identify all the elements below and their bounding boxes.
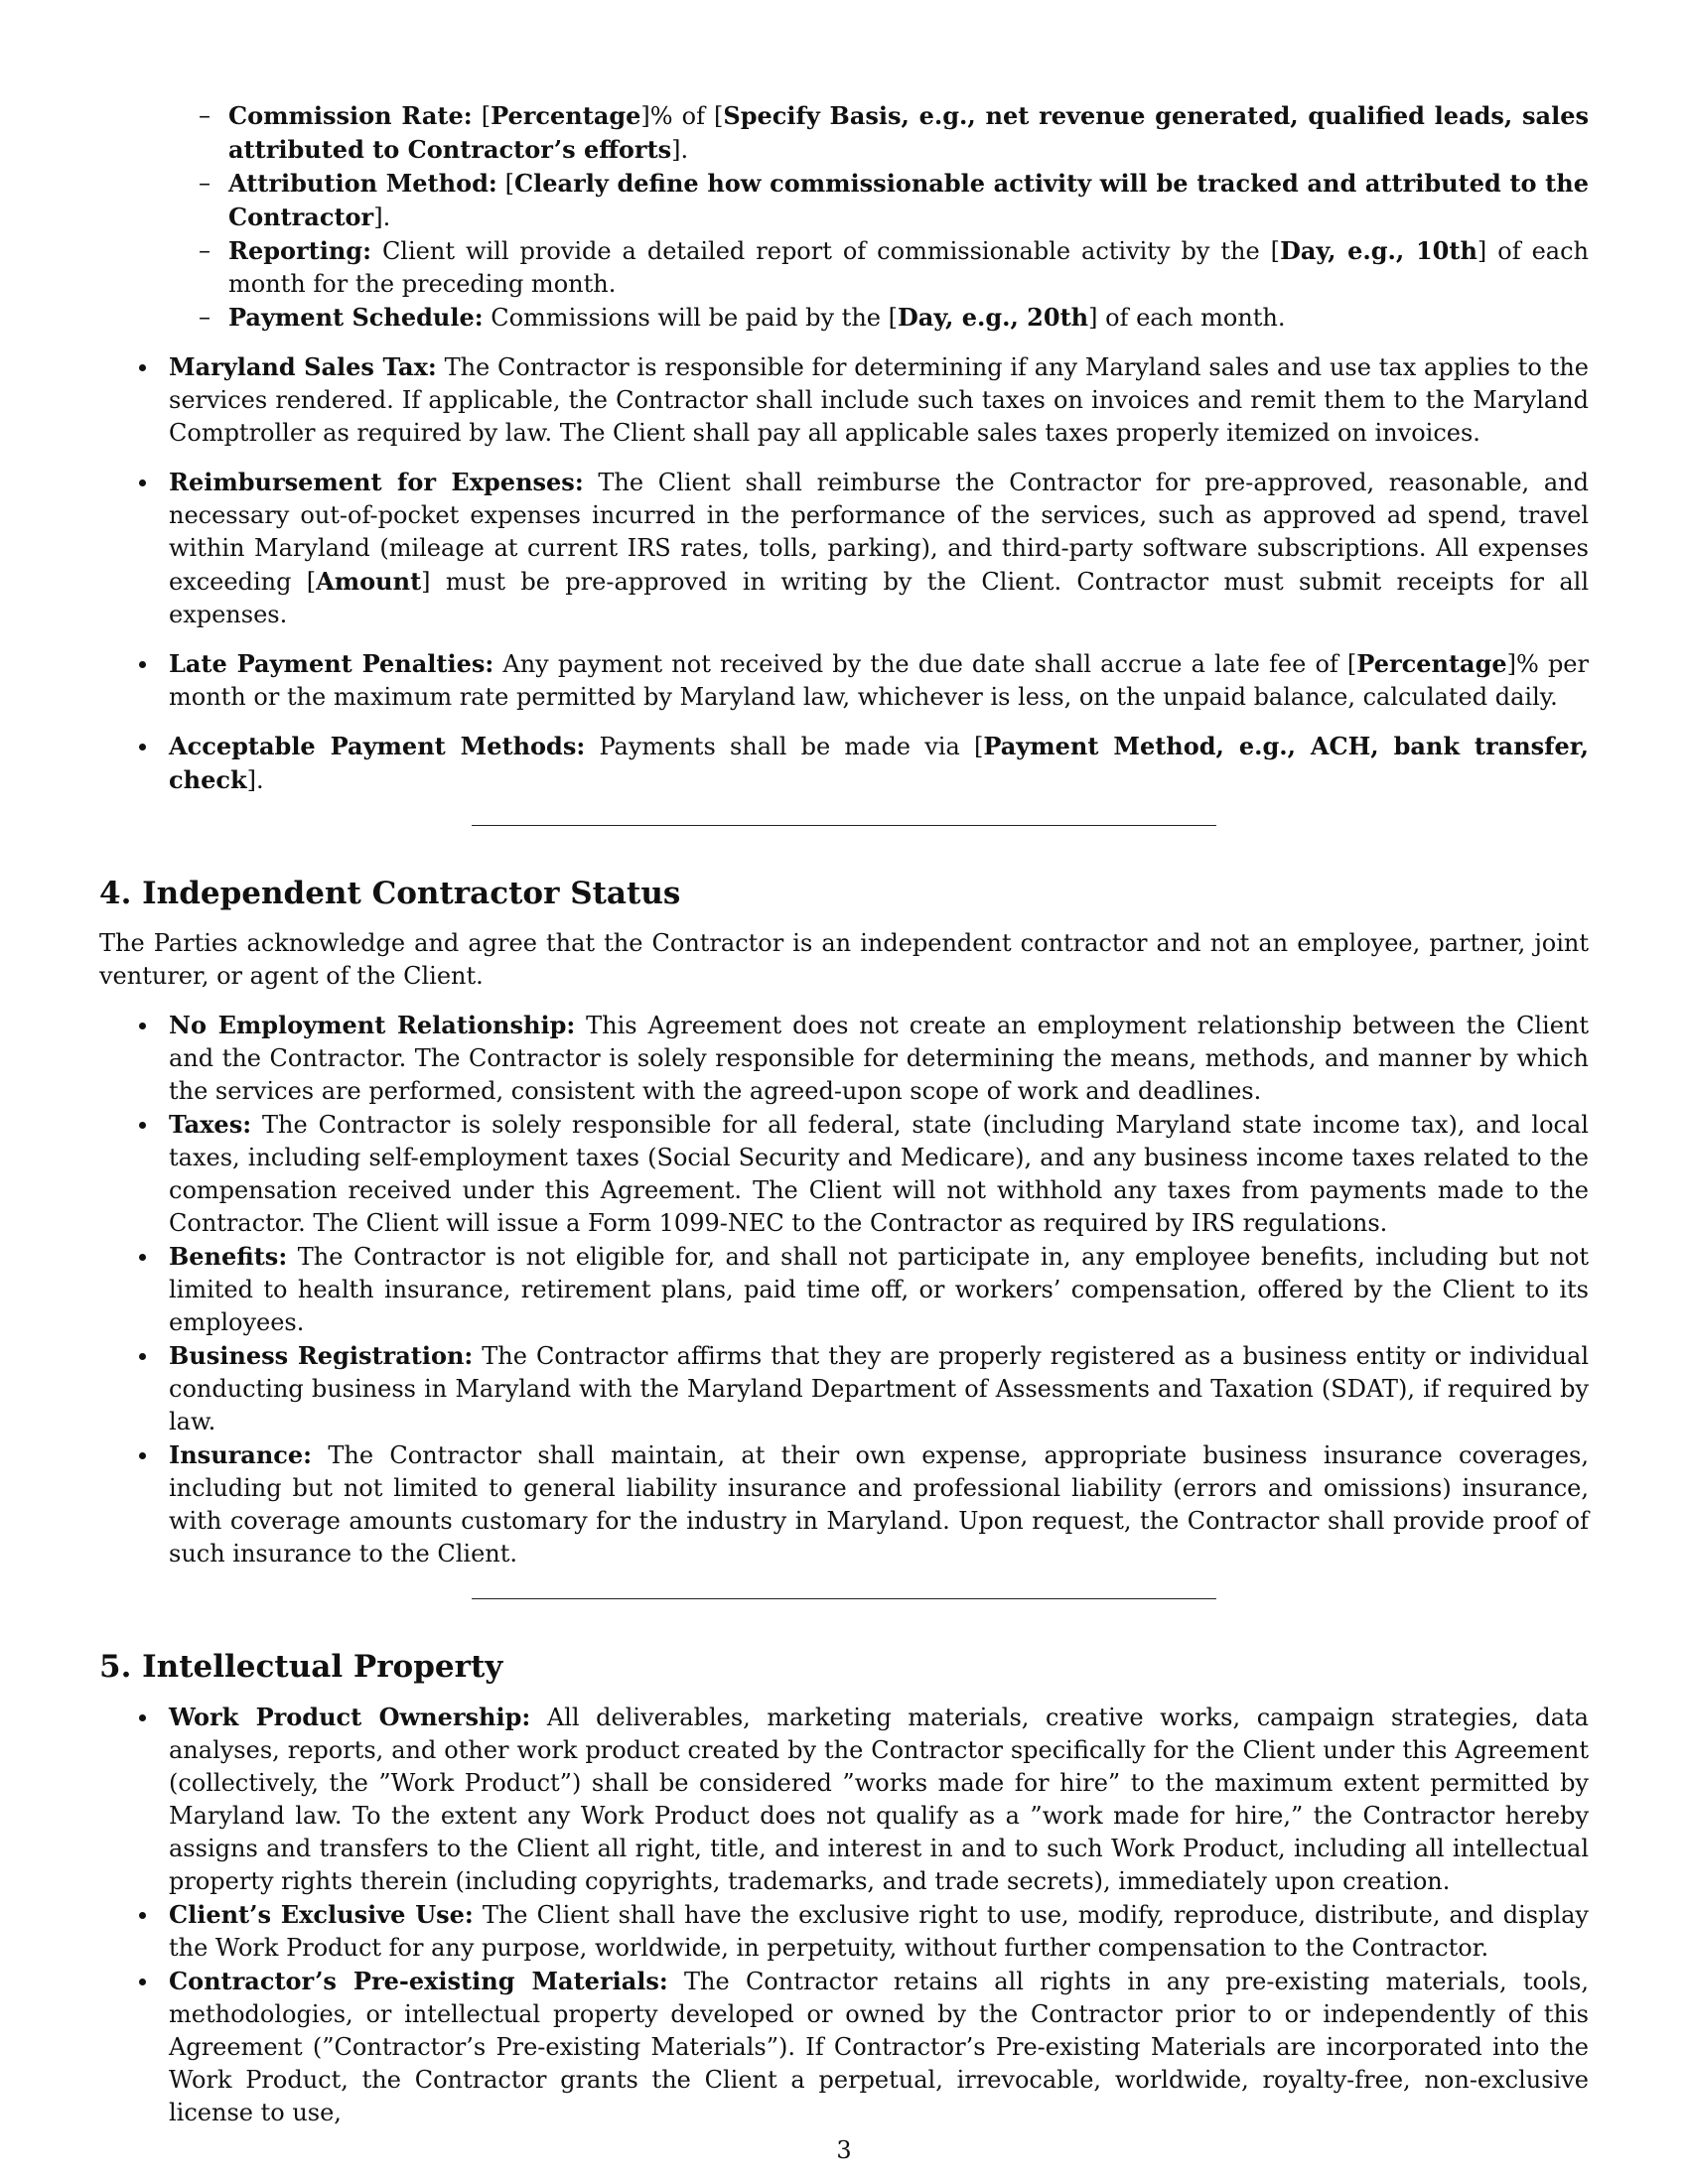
item-label: Commission Rate: xyxy=(228,101,473,130)
item-text: The Contractor affirms that they are properly registered as a business entity or individual conducting business in Maryland with the Maryland Department of Assessments and Taxation (SDAT), if required by law. xyxy=(169,1342,1589,1435)
item-text: This Agreement does not create an employment relationship between the Client and the Contractor. The Contractor is solely responsible for determining the means, methods, and manner by which the services are performed, consistent with the agreed-upon scope of work and deadlines. xyxy=(169,1012,1590,1105)
placeholder-text: Percentage xyxy=(491,101,641,130)
item-label: Payment Schedule: xyxy=(228,303,484,332)
item-label: Acceptable Payment Methods: xyxy=(169,732,586,760)
item-text: ]% of [ xyxy=(640,102,724,130)
item-text: ] must be pre-approved in writing by the Client. Contractor must submit receipts for all expenses. xyxy=(169,568,1590,628)
item-text: Any payment not received by the due date shall accrue a late fee of [ xyxy=(502,650,1357,678)
document-page xyxy=(99,99,1589,2129)
list-item xyxy=(169,1701,1589,1898)
list-item xyxy=(169,1438,1589,1570)
item-text: The Client shall have the exclusive right to use, modify, reproduce, distribute, and display the Work Product for any purpose, worldwide, in perpetuity, without further compensation to the Contractor. xyxy=(169,1901,1589,1962)
placeholder-text: Percentage xyxy=(1356,649,1507,678)
list-item xyxy=(169,1965,1589,2129)
list-item xyxy=(169,350,1589,450)
item-text: Client will provide a detailed report of commissionable activity by the [ xyxy=(381,237,1281,265)
section-4-intro: The Parties acknowledge and agree that the Contractor is an independent contractor and not an employee, partner, joint venturer, or agent of the Client. xyxy=(99,929,1589,990)
placeholder-text: Day, e.g., 20th xyxy=(897,303,1089,332)
item-label: No Employment Relationship: xyxy=(169,1011,576,1039)
section-divider xyxy=(472,825,1216,826)
list-item xyxy=(228,99,1589,167)
item-text: All deliverables, marketing materials, creative works, campaign strategies, data analyses, reports, and other work product created by the Contractor specifically for the Client under this Agreement (collectively, the ”Work Product”) shall be considered ”works made for hire” to the maximum extent permitted by Maryland law. To the extent any Work Product does not qualify as a ”work made for hire,” the Contractor hereby assigns and transfers to the Client all right, title, and interest in and to such Work Product, including all intellectual property rights therein (including copyrights, trademarks, and trade secrets), immediately upon creation. xyxy=(169,1704,1589,1895)
list-item xyxy=(169,1240,1589,1339)
placeholder-text: Day, e.g., 10th xyxy=(1280,236,1477,265)
item-text: ]. xyxy=(373,204,391,231)
item-text: Payments shall be made via [ xyxy=(599,733,984,760)
payment-terms-list xyxy=(99,350,1589,797)
item-text: [ xyxy=(481,102,492,130)
placeholder-text: Payment Method, e.g., ACH, bank transfer, check xyxy=(169,732,1590,794)
placeholder-text: Specify Basis, e.g., net revenue generated, qualified leads, sales attributed to Contractor’s efforts xyxy=(228,101,1589,164)
item-label: Insurance: xyxy=(169,1440,313,1469)
list-item xyxy=(169,1108,1589,1240)
item-label: Taxes: xyxy=(169,1110,252,1139)
item-text: The Contractor is responsible for determining if any Maryland sales and use tax applies to the services rendered. If applicable, the Contractor shall include such taxes on invoices and remit them to the Maryland Comptroller as required by law. The Client shall pay all applicable sales taxes properly itemized on invoices. xyxy=(169,353,1589,447)
item-label: Reimbursement for Expenses: xyxy=(169,468,584,496)
item-text: ]% per month or the maximum rate permitted by Maryland law, whichever is less, on the unpaid balance, calculated daily. xyxy=(169,650,1589,711)
item-text: [ xyxy=(504,170,515,198)
list-item xyxy=(228,301,1589,335)
item-label: Client’s Exclusive Use: xyxy=(169,1900,474,1929)
item-label: Benefits: xyxy=(169,1242,288,1271)
list-item xyxy=(169,1009,1589,1108)
item-text: ]. xyxy=(246,766,264,794)
item-label: Attribution Method: xyxy=(228,169,497,198)
item-label: Work Product Ownership: xyxy=(169,1703,531,1731)
section-5-heading: 5. Intellectual Property xyxy=(99,1649,503,1685)
item-label: Late Payment Penalties: xyxy=(169,649,494,678)
item-text: ] of each month. xyxy=(1088,304,1286,332)
list-item xyxy=(169,1898,1589,1965)
item-label: Contractor’s Pre-existing Materials: xyxy=(169,1967,668,1995)
commission-terms-list xyxy=(99,99,1589,335)
item-text: ]. xyxy=(671,136,689,164)
item-label: Maryland Sales Tax: xyxy=(169,352,437,381)
list-item xyxy=(169,1339,1589,1438)
section-divider xyxy=(472,1598,1216,1599)
item-text: ] of each month for the preceding month. xyxy=(228,237,1589,298)
placeholder-text: Amount xyxy=(316,567,422,596)
list-item xyxy=(228,234,1589,301)
item-text: The Client shall reimburse the Contractor for pre-approved, reasonable, and necessary out-of-pocket expenses incurred in the performance of the services, such as approved ad spend, travel within Maryland (mileage at current IRS rates, tolls, parking), and third-party software subscriptions. All expenses exceeding [ xyxy=(169,469,1589,596)
page-number: 3 xyxy=(836,2136,852,2164)
item-label: Business Registration: xyxy=(169,1341,474,1370)
section-5-list xyxy=(99,1701,1589,2129)
list-item xyxy=(169,647,1589,714)
item-text: The Contractor shall maintain, at their own expense, appropriate business insurance coverages, including but not limited to general liability insurance and professional liability (errors and omissions) insurance, with coverage amounts customary for the industry in Maryland. Upon request, the Contractor shall provide proof of such insurance to the Client. xyxy=(169,1441,1589,1568)
placeholder-text: Clearly define how commissionable activity will be tracked and attributed to the Contractor xyxy=(228,169,1589,231)
item-label: Reporting: xyxy=(228,236,371,265)
item-text: The Contractor is not eligible for, and shall not participate in, any employee benefits, including but not limited to health insurance, retirement plans, paid time off, or workers’ compensation, offered by the Client to its employees. xyxy=(169,1243,1589,1336)
list-item xyxy=(228,167,1589,234)
item-text: The Contractor is solely responsible for all federal, state (including Maryland state income tax), and local taxes, including self-employment taxes (Social Security and Medicare), and any business income taxes related to the compensation received under this Agreement. The Client will not withhold any taxes from payments made to the Contractor. The Client will issue a Form 1099-NEC to the Contractor as required by IRS regulations. xyxy=(169,1111,1589,1237)
list-item xyxy=(169,730,1589,797)
section-4-list xyxy=(99,1009,1589,1570)
item-text: Commissions will be paid by the [ xyxy=(491,304,898,332)
list-item xyxy=(169,466,1589,631)
section-4-heading: 4. Independent Contractor Status xyxy=(99,876,681,911)
item-text: The Contractor retains all rights in any pre-existing materials, tools, methodologies, or intellectual property developed or owned by the Contractor prior to or independently of this Agreement (”Contractor’s Pre-existing Materials”). If Contractor’s Pre-existing Materials are incorporated into the Work Product, the Contractor grants the Client a perpetual, irrevocable, worldwide, royalty-free, non-exclusive license to use, xyxy=(169,1968,1589,2126)
